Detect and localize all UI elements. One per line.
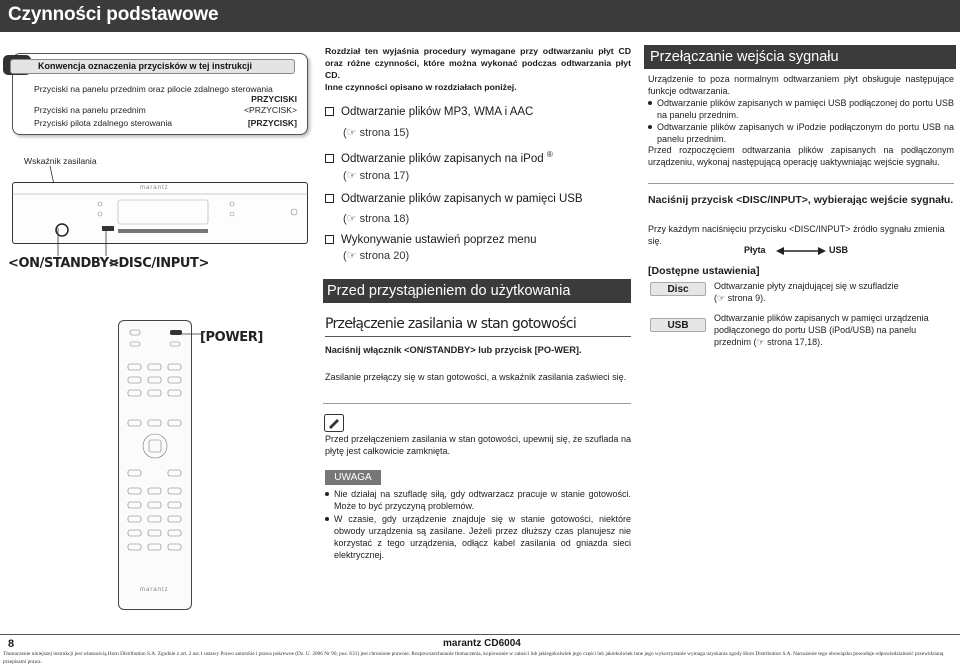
legend-row-2-value: <PRZYCISK> [243,105,297,115]
heading-rule [325,336,631,337]
bullet-icon [325,517,329,521]
warning-item-2: W czasie, gdy urządzenie znajduje się w stanie gotowości, niektóre obwody urządzenia są zasilane. Jeżeli przez dłuższy czas planujesz nie korzystać z tego urządzenia, odłącz kabel zasilania od gniazda sieci elektrycznej. [325,513,631,561]
source-disc: Płyta [744,245,766,255]
page-number: 8 [8,638,15,650]
legend-row-1-value: PRZYCISKI [251,94,297,104]
topic-4: Wykonywanie ustawień poprzez menu [325,234,537,246]
settings-title: [Dostępne ustawienia] [648,265,760,277]
legend-title: Konwencja oznaczenia przycisków w tej instrukcji [38,61,253,71]
input-switch-step-sub: Przy każdym naciśnięciu przycisku <DISC/INPUT> źródło sygnału zmienia się. [648,224,945,246]
standby-heading: Przełączenie zasilania w stan gotowości [325,316,577,332]
button-callout-lines [40,226,130,260]
topic-3: Odtwarzanie plików zapisanych w pamięci USB [325,193,583,205]
source-usb: USB [829,245,849,255]
warning-label: UWAGA [325,470,381,485]
checkbox-icon [325,235,334,244]
remote-buttons-drawing [118,320,192,610]
page-title: Czynności podstawowe [8,4,219,25]
checkbox-icon [325,107,334,116]
topic-3-ref: (☞ strona 18) [343,213,410,225]
model-name: marantz CD6004 [443,638,521,649]
remote-brand: marantz [140,587,169,593]
topic-1: Odtwarzanie plików MP3, WMA i AAC [325,106,533,118]
setting-tab-usb: USB [650,318,706,332]
setting-usb-desc: Odtwarzanie plików zapisanych w pamięci urządzenia podłączonego do portu USB (iPod/USB) na panelu przednim (☞ strona 17,18). [714,313,929,347]
bullet-icon [648,101,652,105]
bullet-icon [648,125,652,129]
setting-disc-desc: Odtwarzanie płyty znajdującej się w szufladzie (☞ strona 9). [714,281,899,303]
standby-description: Zasilanie przełączy się w stan gotowości, a wskaźnik zasilania zaświeci się. [325,372,627,382]
legend-row-1-label: Przyciski na panelu przednim oraz pilocie zdalnego sterowania [34,84,273,94]
pencil-note-icon [324,414,344,432]
input-switch-bullet-2: Odtwarzanie plików zapisanych w iPodzie podłączonym do portu USB na panelu przednim. [648,121,954,145]
standby-instruction: Naciśnij włącznik <ON/STANDBY> lub przycisk [PO-WER]. [325,345,582,355]
legal-notice: Tłumaczenie niniejszej instrukcji jest własnością Horn Distribution S.A. Zgodnie z art. 2 ust.1 ustawy Prawo autorskie i prawa pokrewne (Dz. U. 2006 Nr 90, poz. 631) jest chronione prawnie. Rozpowszechnianie tłumaczenia, kopiowanie w całości lub jakiegokolwiek jego części lub jakiekolwiek inne jego wykorzystanie wymaga uzyskania zgody Horn Distribution S.A. Naruszenie tego obowiązku powoduje odpowiedzialność przewidzianą przepisami prawa. [3,651,944,665]
section-rule [323,403,631,404]
on-standby-label: <ON/STANDBY> [8,256,120,271]
right-rule [648,183,954,184]
power-label: [POWER] [200,330,263,345]
checkbox-icon [325,194,334,203]
input-switch-step: Naciśnij przycisk <DISC/INPUT>, wybierając wejście sygnału. [648,194,954,206]
power-indicator-label: Wskaźnik zasilania [24,156,97,166]
input-switch-bullet-1: Odtwarzanie plików zapisanych w pamięci USB podłączonej do portu USB na panelu przednim. [648,97,954,121]
before-use-banner: Przed przystąpieniem do użytkowania [323,279,631,303]
warning-item-1: Nie działaj na szufladę siłą, gdy odtwarzacz pracuje w stanie gotowości. Może to być przyczyną problemów. [325,488,631,512]
double-arrow-icon [776,245,826,257]
input-switch-before-text: Przed rozpoczęciem odtwarzania plików zapisanych na podłączonym urządzeniu, wykonaj następującą operację uaktywniając wejście sygnału. [648,145,954,167]
device-brand: marantz [140,185,169,191]
intro-text: Rozdział ten wyjaśnia procedury wymagane przy odtwarzaniu płyt CD oraz różne czynności, które można wykonać podczas odtwarzania płyt CD. Inne czynności opisano w rozdziałach poniżej. [325,46,631,92]
setting-tab-disc: Disc [650,282,706,296]
input-switch-banner: Przełączanie wejścia sygnału [644,45,956,69]
legend-row-3-label: Przyciski pilota zdalnego sterowania [34,118,173,128]
checkbox-icon [325,154,334,163]
legend-row-3-value: [PRZYCISK] [247,118,297,128]
input-switch-intro: Urządzenie to poza normalnym odtwarzaniem płyt obsługuje następujące funkcje odtwarzania. [648,74,954,96]
topic-2-ref: (☞ strona 17) [343,170,410,182]
note-text: Przed przełączeniem zasilania w stan gotowości, upewnij się, że szuflada na płytę jest całkowicie zamknięta. [325,434,631,456]
disc-input-label: <DISC/INPUT> [108,256,209,271]
topic-1-ref: (☞ strona 15) [343,127,410,139]
footer-rule [0,634,960,635]
legend-row-2-label: Przyciski na panelu przednim [34,105,146,115]
topic-2: Odtwarzanie plików zapisanych na iPod ® [325,150,553,165]
topic-4-ref: (☞ strona 20) [343,250,410,262]
bullet-icon [325,492,329,496]
